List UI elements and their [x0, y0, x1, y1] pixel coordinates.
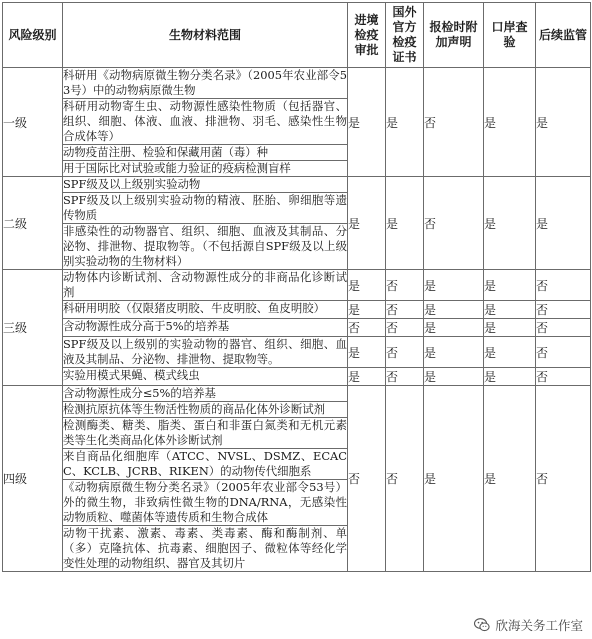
material-cell: 非感染性的动物器官、组织、细胞、血液及其制品、分泌物、排泄物、提取物等。（不包括源自SPF级及以上级别实验动物的生物材料）	[63, 224, 347, 268]
foreign-certificate-cell: 否	[386, 301, 424, 319]
table-row	[3, 337, 591, 368]
port-inspection-cell: 是	[484, 386, 536, 572]
table-row	[3, 386, 591, 402]
attached-declaration-cell: 是	[424, 319, 484, 337]
material-cell: SPF级及以上级别实验动物	[63, 177, 348, 193]
follow-up-supervision-cell: 否	[536, 386, 591, 572]
biomaterial-risk-table	[2, 2, 591, 572]
header-attached-declaration: 报检时附加声明	[424, 3, 484, 68]
watermark-text: 欣海关务工作室	[495, 618, 583, 633]
header-foreign-certificate: 国外官方检疫证书	[386, 3, 424, 68]
entry-approval-cell: 是	[348, 177, 386, 270]
risk-level-cell: 三级	[3, 270, 63, 386]
table-row	[3, 270, 591, 301]
attached-declaration-cell: 否	[424, 68, 484, 177]
follow-up-supervision-cell: 否	[536, 301, 591, 319]
port-inspection-cell: 是	[484, 368, 536, 386]
attached-declaration-cell: 是	[424, 270, 484, 301]
foreign-certificate-cell: 是	[386, 177, 424, 270]
header-risk-level: 风险级别	[3, 3, 63, 68]
follow-up-supervision-cell: 否	[536, 368, 591, 386]
entry-approval-cell: 是	[348, 301, 386, 319]
attached-declaration-cell: 是	[424, 301, 484, 319]
header-material-scope: 生物材料范围	[63, 3, 348, 68]
follow-up-supervision-cell: 否	[536, 319, 591, 337]
material-cell: 动物体内诊断试剂、含动物源性成分的非商品化诊断试剂	[63, 270, 347, 299]
header-row	[3, 3, 591, 68]
table-row	[3, 368, 591, 386]
material-cell: SPF级及以上级别的实验动物的器官、组织、细胞、血液及其制品、分泌物、排泄物、提取物等。	[63, 337, 347, 366]
material-cell: 检测抗原抗体等生物活性物质的商品化体外诊断试剂	[63, 402, 348, 418]
header-port-inspection: 口岸查验	[484, 3, 536, 68]
attached-declaration-cell: 是	[424, 386, 484, 572]
table-row	[3, 319, 591, 337]
material-cell: 动物干扰素、激素、毒素、类毒素、酶和酶制剂、单（多）克隆抗体、抗毒素、细胞因子、微粒体等经化学变性处理的动物组织、器官及其切片	[63, 526, 347, 570]
port-inspection-cell: 是	[484, 270, 536, 301]
material-cell: 检测酶类、糖类、脂类、蛋白和非蛋白氮类和无机元素类等生化类商品化体外诊断试剂	[63, 418, 347, 447]
material-cell: 含动物源性成分≤5%的培养基	[63, 386, 348, 402]
watermark	[471, 615, 586, 635]
table-row	[3, 301, 591, 319]
material-cell: 用于国际比对试验或能力验证的疫病检测盲样	[63, 161, 348, 177]
material-cell: SPF级及以上级别实验动物的精液、胚胎、卵细胞等遗传物质	[63, 193, 347, 222]
port-inspection-cell: 是	[484, 177, 536, 270]
foreign-certificate-cell: 否	[386, 368, 424, 386]
material-cell: 科研用动物寄生虫、动物源性感染性物质（包括器官、组织、细胞、体液、血液、排泄物、羽毛、感染性生物合成体等）	[63, 99, 347, 143]
attached-declaration-cell: 否	[424, 177, 484, 270]
attached-declaration-cell: 是	[424, 337, 484, 368]
follow-up-supervision-cell: 是	[536, 177, 591, 270]
foreign-certificate-cell: 否	[386, 319, 424, 337]
entry-approval-cell: 是	[348, 270, 386, 301]
foreign-certificate-cell: 否	[386, 337, 424, 368]
follow-up-supervision-cell: 否	[536, 337, 591, 368]
risk-level-cell: 二级	[3, 177, 63, 270]
header-entry-approval: 进境检疫审批	[348, 3, 386, 68]
entry-approval-cell: 否	[348, 319, 386, 337]
material-cell: 含动物源性成分高于5%的培养基	[63, 319, 348, 337]
foreign-certificate-cell: 是	[386, 68, 424, 177]
port-inspection-cell: 是	[484, 68, 536, 177]
table-row	[3, 177, 591, 193]
port-inspection-cell: 是	[484, 301, 536, 319]
material-cell: 《动物病原微生物分类名录》（2005年农业部令53号）外的微生物，非致病性微生物的DNA/RNA，无感染性动物质粒、噬菌体等遗传质和生物合成体	[63, 480, 347, 524]
foreign-certificate-cell: 否	[386, 386, 424, 572]
attached-declaration-cell: 是	[424, 368, 484, 386]
wechat-icon	[474, 618, 490, 632]
entry-approval-cell: 是	[348, 68, 386, 177]
table-row	[3, 68, 591, 99]
entry-approval-cell: 是	[348, 368, 386, 386]
material-cell: 实验用模式果蝇、模式线虫	[63, 368, 348, 386]
material-cell: 动物疫苗注册、检验和保藏用菌（毒）种	[63, 145, 348, 161]
follow-up-supervision-cell: 否	[536, 270, 591, 301]
port-inspection-cell: 是	[484, 337, 536, 368]
entry-approval-cell: 否	[348, 386, 386, 572]
risk-level-cell: 四级	[3, 386, 63, 572]
follow-up-supervision-cell: 是	[536, 68, 591, 177]
material-cell: 来自商品化细胞库（ATCC、NVSL、DSMZ、ECACC、KCLB、JCRB、RIKEN）的动物传代细胞系	[63, 449, 347, 478]
foreign-certificate-cell: 否	[386, 270, 424, 301]
risk-level-cell: 一级	[3, 68, 63, 177]
header-follow-up-supervision: 后续监管	[536, 3, 591, 68]
material-cell: 科研用明胶（仅限猪皮明胶、牛皮明胶、鱼皮明胶）	[63, 301, 348, 319]
port-inspection-cell: 是	[484, 319, 536, 337]
material-cell: 科研用《动物病原微生物分类名录》（2005年农业部令53号）中的动物病原微生物	[63, 68, 347, 97]
entry-approval-cell: 是	[348, 337, 386, 368]
